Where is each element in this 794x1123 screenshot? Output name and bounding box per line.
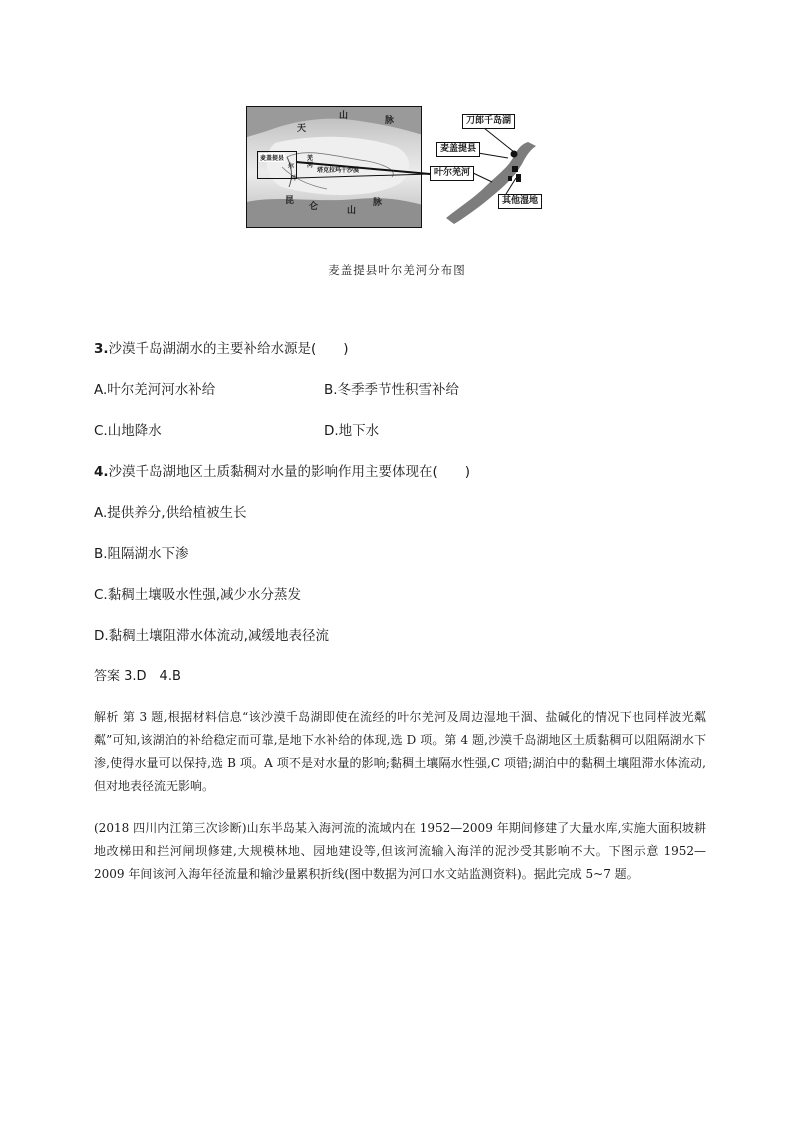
kunlun-label-shan: 山 bbox=[347, 206, 357, 216]
callout-other-wetland: 其他湿地 bbox=[498, 194, 542, 209]
kunlun-label-mai: 脉 bbox=[373, 198, 383, 208]
callout-maigaiti-county: 麦盖提县 bbox=[436, 142, 480, 157]
callout-daolang-lake: 刀郎千岛湖 bbox=[462, 114, 515, 129]
kunlun-label-lun: 仑 bbox=[309, 202, 319, 212]
river-label-he: 河 bbox=[307, 162, 314, 169]
question-4-text: 沙漠千岛湖地区土质黏稠对水量的影响作用主要体现在( ) bbox=[108, 464, 471, 480]
question-4-option-b: B.阻隔湖水下渗 bbox=[94, 546, 189, 562]
question-4-stem bbox=[94, 463, 470, 481]
tianshan-label-mai: 脉 bbox=[385, 116, 395, 126]
question-4-option-d: D.黏稠土壤阻滞水体流动,减缓地表径流 bbox=[94, 628, 329, 644]
question-4-option-c: C.黏稠土壤吸水性强,减少水分蒸发 bbox=[94, 587, 302, 603]
tianshan-label-tian: 天 bbox=[297, 124, 307, 134]
question-3-text: 沙漠千岛湖湖水的主要补给水源是( ) bbox=[108, 341, 349, 357]
question-3-option-b: B.冬季季节性积雪补给 bbox=[324, 382, 460, 398]
taklimakan-desert-label: 塔克拉玛干沙漠 bbox=[317, 167, 360, 174]
kunlun-label-kun: 昆 bbox=[285, 196, 295, 206]
river-label-er: 尔 bbox=[288, 163, 295, 170]
analysis-paragraph: 解析 第 3 题,根据材料信息“该沙漠千岛湖即使在流经的叶尔羌河及周边湿地干涸、盐碱化的情况下也同样波光粼粼”可知,该湖泊的补给稳定而可靠,是地下水补给的体现,选 D 项。第 4 题,沙漠千岛湖地区土质黏稠可以阻隔湖水下渗,使得水量可以保持,选 B 项。A 项不是对水量的影响;黏稠土壤隔水性强,C 项错;湖泊中的黏稠土壤阻滞水体流动,但对地表径流无影响。 bbox=[94, 710, 706, 793]
question-3-option-a: A.叶尔羌河河水补给 bbox=[94, 382, 216, 398]
question-3-option-c: C.山地降水 bbox=[94, 423, 162, 439]
question-4-option-a: A.提供养分,供给植被生长 bbox=[94, 505, 247, 521]
tianshan-label-shan: 山 bbox=[339, 111, 349, 121]
question-4-number: 4. bbox=[94, 464, 109, 480]
callout-yarkant-river: 叶尔羌河 bbox=[430, 166, 474, 181]
river-label-qiang: 羌 bbox=[307, 155, 314, 162]
river-label-ye: 叶 bbox=[291, 175, 298, 182]
figure-caption: 麦盖提县叶尔羌河分布图 bbox=[328, 263, 466, 277]
question-3-number: 3. bbox=[94, 341, 109, 357]
county-small-label: 麦盖提县 bbox=[260, 155, 285, 162]
intro-paragraph-q5-7: (2018 四川内江第三次诊断)山东半岛某入海河流的流域内在 1952—2009 年期间修建了大量水库,实施大面积坡耕地改梯田和拦河闸坝修建,大规模林地、园地建设等,但该河流输入海洋的泥沙受其影响不大。下图示意 1952—2009 年间该河入海年径流量和输沙量累积折线(图中数据为河口水文站监测资料)。据此完成 5~7 题。 bbox=[94, 821, 706, 881]
question-3-stem bbox=[94, 340, 349, 358]
map-figure bbox=[246, 106, 560, 232]
question-3-option-d: D.地下水 bbox=[324, 423, 380, 439]
answer-line: 答案 3.D 4.B bbox=[94, 669, 181, 684]
